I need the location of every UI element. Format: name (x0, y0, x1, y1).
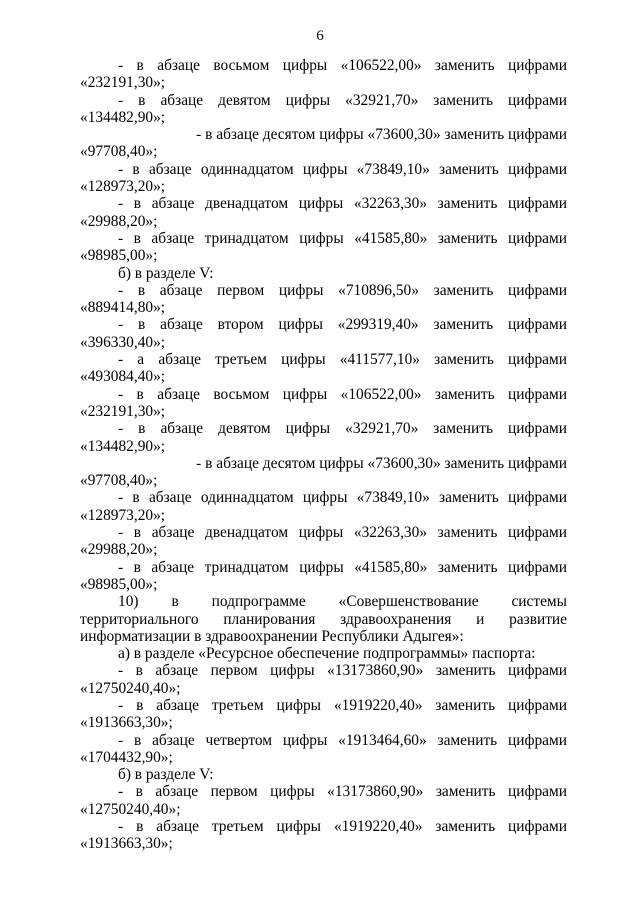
amendment-paragraph: - в абзаце одиннадцатом цифры «73849,10» заменить цифрами «128973,20»; (80, 160, 567, 196)
page-number: 6 (316, 28, 324, 44)
amendment-paragraph: б) в разделе V: (118, 766, 214, 784)
amendment-paragraph: - в абзаце первом цифры «710896,50» заменить цифрами «889414,80»; (80, 281, 567, 317)
amendment-paragraph: - в абзаце десятом цифры «73600,30» заменить цифрами «97708,40»; (80, 454, 567, 490)
amendment-paragraph: - в абзаце третьем цифры «1919220,40» заменить цифрами «1913663,30»; (80, 818, 567, 853)
amendment-paragraph: - в абзаце девятом цифры «32921,70» заменить цифрами «134482,90»; (80, 91, 567, 126)
amendment-paragraph: - в абзаце первом цифры «13173860,90» заменить цифрами «12750240,40»; (80, 662, 567, 697)
amendment-paragraph: - в абзаце первом цифры «13173860,90» заменить цифрами «12750240,40»; (80, 783, 567, 818)
amendment-paragraph: а) в разделе «Ресурсное обеспечение подпрограммы» паспорта: (118, 645, 536, 663)
amendment-paragraph: - в абзаце девятом цифры «32921,70» заменить цифрами «134482,90»; (80, 420, 567, 455)
amendment-paragraph: - в абзаце тринадцатом цифры «41585,80» заменить цифрами «98985,00»; (80, 558, 567, 593)
amendment-paragraph: - в абзаце двенадцатом цифры «32263,30» заменить цифрами «29988,20»; (80, 195, 567, 230)
amendment-paragraph: - в абзаце десятом цифры «73600,30» заменить цифрами «97708,40»; (80, 126, 567, 161)
amendment-paragraph: - в абзаце третьем цифры «1919220,40» заменить цифрами «1913663,30»; (80, 696, 567, 732)
amendment-paragraph: - а абзаце третьем цифры «411577,10» заменить цифрами «493084,40»; (80, 351, 567, 386)
amendment-paragraph: - в абзаце восьмом цифры «106522,00» заменить цифрами «232191,30»; (80, 385, 567, 420)
amendment-paragraph: - в абзаце четвертом цифры «1913464,60» заменить цифрами «1704432,90»; (80, 731, 567, 766)
amendment-paragraph: - в абзаце одиннадцатом цифры «73849,10» заменить цифрами «128973,20»; (80, 489, 567, 524)
amendment-paragraph: - в абзаце двенадцатом цифры «32263,30» заменить цифрами «29988,20»; (80, 524, 567, 559)
amendment-paragraph: - в абзаце втором цифры «299319,40» заменить цифрами «396330,40»; (80, 316, 567, 351)
amendment-paragraph: б) в разделе V: (118, 264, 214, 282)
amendment-paragraph: - в абзаце тринадцатом цифры «41585,80» заменить цифрами «98985,00»; (80, 229, 567, 265)
amendment-paragraph: - в абзаце восьмом цифры «106522,00» заменить цифрами «232191,30»; (80, 57, 567, 92)
amendment-paragraph: 10) в подпрограмме «Совершенствование системы территориального планирования здравоохранения и развитие информатизации в здравоохранении Республики Адыгея»: (80, 593, 567, 645)
document-body (80, 57, 567, 853)
